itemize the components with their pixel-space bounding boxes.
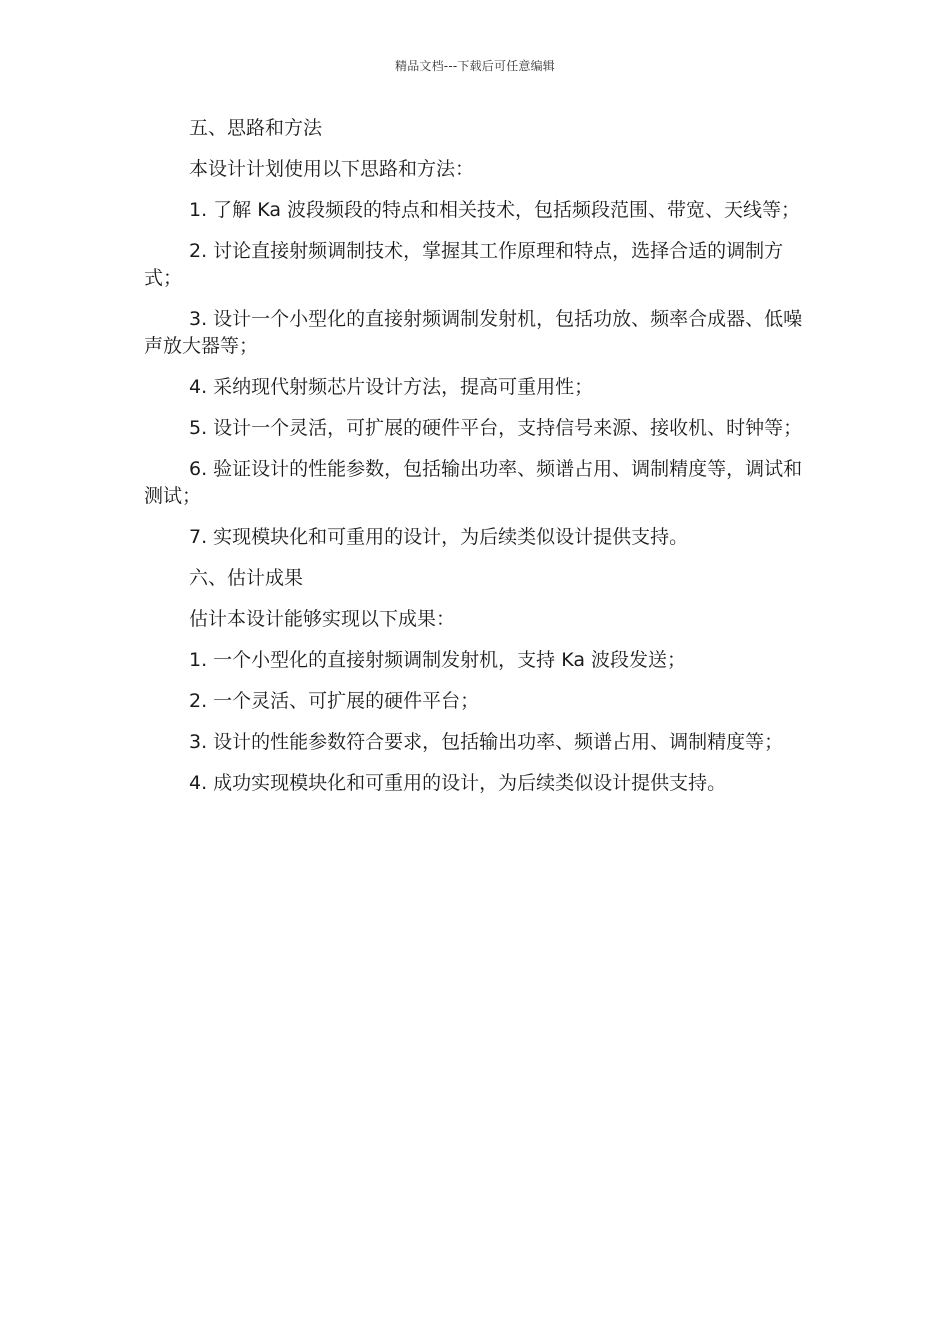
approach-item: 7. 实现模块化和可重用的设计，为后续类似设计提供支持。 — [189, 526, 689, 548]
approach-item: 3. 设计一个小型化的直接射频调制发射机，包括功放、频率合成器、低噪声放大器等； — [144, 308, 803, 357]
document-body — [144, 115, 810, 811]
page-header: 精品文档---下载后可任意编辑 — [395, 59, 555, 73]
section-heading-approach: 五、思路和方法 — [189, 117, 323, 139]
section-intro-approach: 本设计计划使用以下思路和方法： — [189, 158, 475, 180]
section-intro-results: 估计本设计能够实现以下成果： — [189, 608, 456, 630]
section-heading-results: 六、估计成果 — [189, 567, 304, 589]
approach-item: 4. 采纳现代射频芯片设计方法，提高可重用性； — [189, 376, 594, 398]
approach-item: 6. 验证设计的性能参数，包括输出功率、频谱占用、调制精度等，调试和测试； — [144, 458, 803, 507]
approach-item: 2. 讨论直接射频调制技术，掌握其工作原理和特点，选择合适的调制方式； — [144, 240, 784, 289]
result-item: 4. 成功实现模块化和可重用的设计，为后续类似设计提供支持。 — [189, 772, 727, 794]
approach-item: 5. 设计一个灵活，可扩展的硬件平台，支持信号来源、接收机、时钟等； — [189, 417, 803, 439]
result-item: 2. 一个灵活、可扩展的硬件平台； — [189, 690, 480, 712]
result-item: 1. 一个小型化的直接射频调制发射机，支持 Ka 波段发送； — [189, 649, 687, 671]
approach-item: 1. 了解 Ka 波段频段的特点和相关技术，包括频段范围、带宽、天线等； — [189, 199, 801, 221]
result-item: 3. 设计的性能参数符合要求，包括输出功率、频谱占用、调制精度等； — [189, 731, 784, 753]
